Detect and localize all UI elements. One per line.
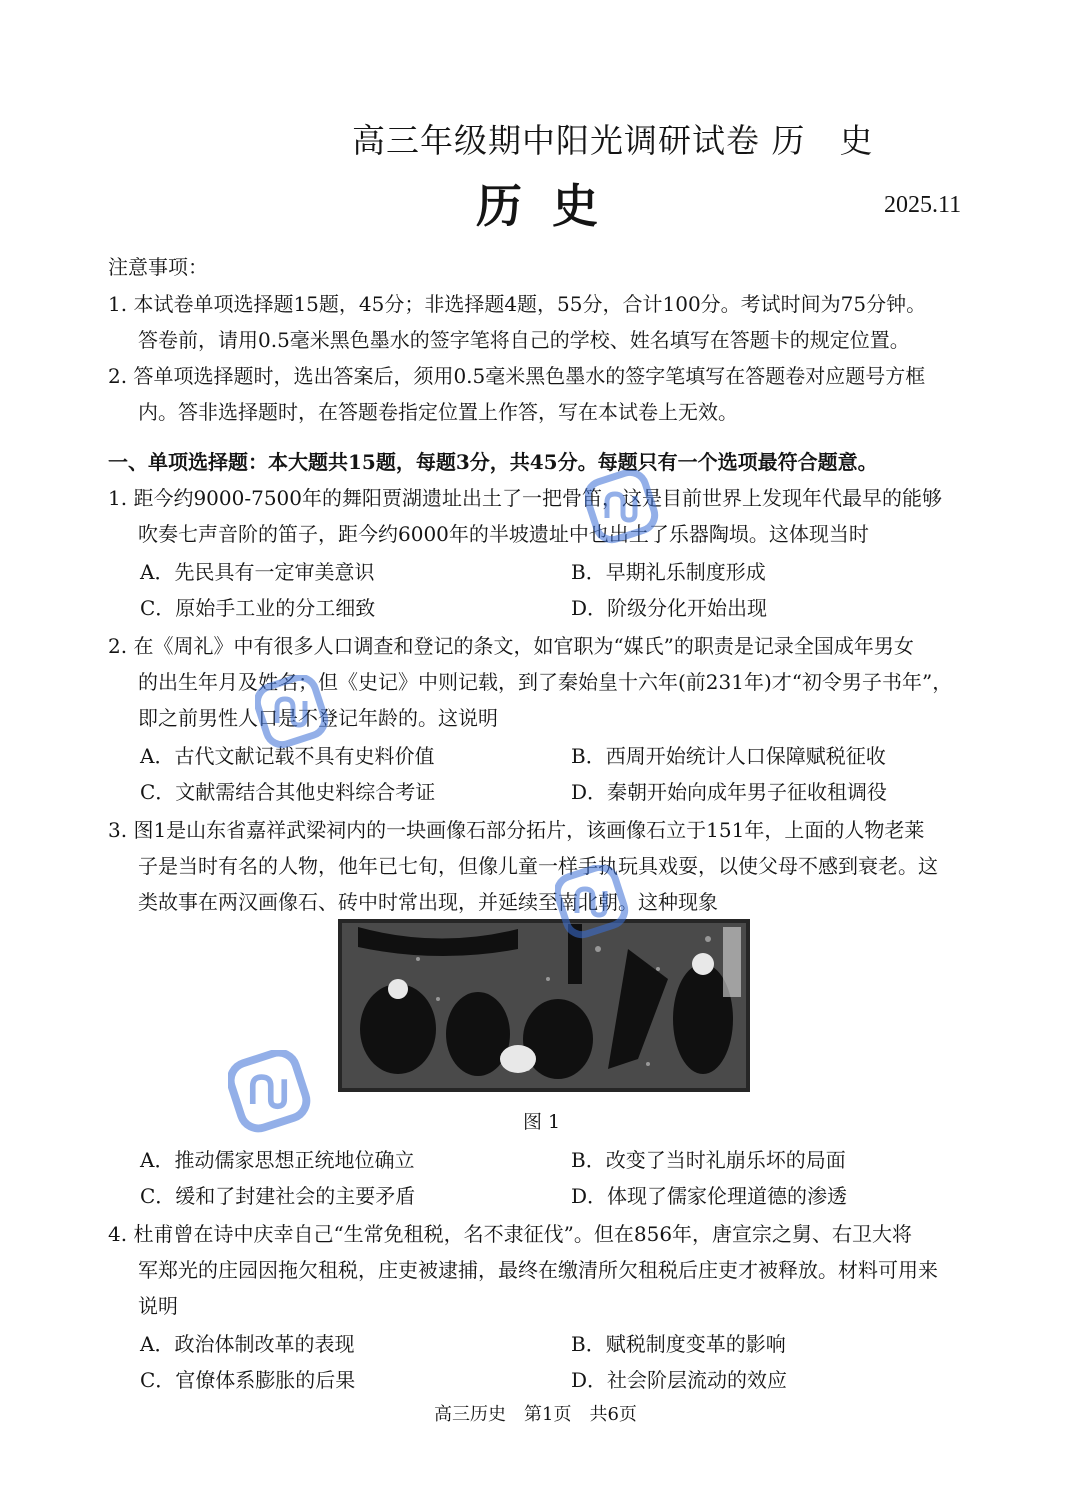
question-stem: 吹奏七声音阶的笛子，距今约6000年的半坡遗址中也出土了乐器陶埙。这体现当时 <box>138 522 869 546</box>
notice-line: 1. 本试卷单项选择题15题，45分；非选择题4题，55分，合计100分。考试时间为75分钟。 <box>108 292 927 316</box>
question-stem: 3. 图1是山东省嘉祥武梁祠内的一块画像石部分拓片，该画像石立于151年，上面的人物老莱 <box>108 818 925 842</box>
question-stem: 军郑光的庄园因拖欠租税，庄吏被逮捕，最终在缴清所欠租税后庄吏才被释放。材料可用来 <box>138 1258 938 1282</box>
option-d: D．社会阶层流动的效应 <box>571 1368 788 1392</box>
option-d: D．阶级分化开始出现 <box>571 596 768 620</box>
figure-caption: 图 1 <box>523 1111 561 1133</box>
exam-title: 高三年级期中阳光调研试卷 历 史 <box>352 121 874 160</box>
watermark-logo-icon <box>255 675 335 755</box>
watermark-logo-icon <box>228 1050 318 1140</box>
watermark-logo-icon <box>555 865 635 945</box>
option-c: C．原始手工业的分工细致 <box>140 596 376 620</box>
question-stem: 即之前男性人口是不登记年龄的。这说明 <box>138 706 498 730</box>
option-c: C．文献需结合其他史料综合考证 <box>140 780 436 804</box>
watermark-logo-icon <box>585 470 665 550</box>
question-stem: 1. 距今约9000-7500年的舞阳贾湖遗址出土了一把骨笛，这是目前世界上发现年代最早的能够 <box>108 486 942 510</box>
question-stem: 说明 <box>138 1294 178 1318</box>
question-stem: 4. 杜甫曾在诗中庆幸自己“生常免租税，名不隶征伐”。但在856年，唐宣宗之舅、右卫大将 <box>108 1222 913 1246</box>
page-footer: 高三历史 第1页 共6页 <box>434 1404 637 1425</box>
notice-heading: 注意事项： <box>108 255 208 279</box>
question-stem: 类故事在两汉画像石、砖中时常出现，并延续至南北朝。这种现象 <box>138 890 718 914</box>
option-c: C．官僚体系膨胀的后果 <box>140 1368 356 1392</box>
option-c: C．缓和了封建社会的主要矛盾 <box>140 1184 416 1208</box>
option-d: D．秦朝开始向成年男子征收租调役 <box>571 780 888 804</box>
notice-line: 2. 答单项选择题时，选出答案后，须用0.5毫米黑色墨水的签字笔填写在答题卷对应题号方框 <box>108 364 926 388</box>
option-b: B．西周开始统计人口保障赋税征收 <box>571 744 886 768</box>
option-b: B．赋税制度变革的影响 <box>571 1332 786 1356</box>
question-stem: 子是当时有名的人物，他年已七旬，但像儿童一样手执玩具戏耍，以使父母不感到衰老。这 <box>138 854 938 878</box>
exam-date: 2025.11 <box>884 192 962 218</box>
option-a: A．古代文献记载不具有史料价值 <box>140 744 435 768</box>
option-d: D．体现了儒家伦理道德的渗透 <box>571 1184 848 1208</box>
option-b: B．早期礼乐制度形成 <box>571 560 766 584</box>
notice-line: 答卷前，请用0.5毫米黑色墨水的签字笔将自己的学校、姓名填写在答题卡的规定位置。 <box>138 328 910 352</box>
option-b: B．改变了当时礼崩乐坏的局面 <box>571 1148 846 1172</box>
option-a: A．政治体制改革的表现 <box>140 1332 355 1356</box>
option-a: A．推动儒家思想正统地位确立 <box>140 1148 415 1172</box>
notice-line: 内。答非选择题时，在答题卷指定位置上作答，写在本试卷上无效。 <box>138 400 738 424</box>
option-a: A．先民具有一定审美意识 <box>140 560 375 584</box>
subject-title: 历史 <box>476 179 628 233</box>
question-stem: 的出生年月及姓名；但《史记》中则记载，到了秦始皇十六年(前231年)才“初令男子书年”， <box>138 670 953 694</box>
question-stem: 2. 在《周礼》中有很多人口调查和登记的条文，如官职为“媒氏”的职责是记录全国成年男女 <box>108 634 914 658</box>
section-heading: 一、单项选择题：本大题共15题，每题3分，共45分。每题只有一个选项最符合题意。 <box>108 450 878 474</box>
stone-rubbing-figure <box>338 919 750 1092</box>
